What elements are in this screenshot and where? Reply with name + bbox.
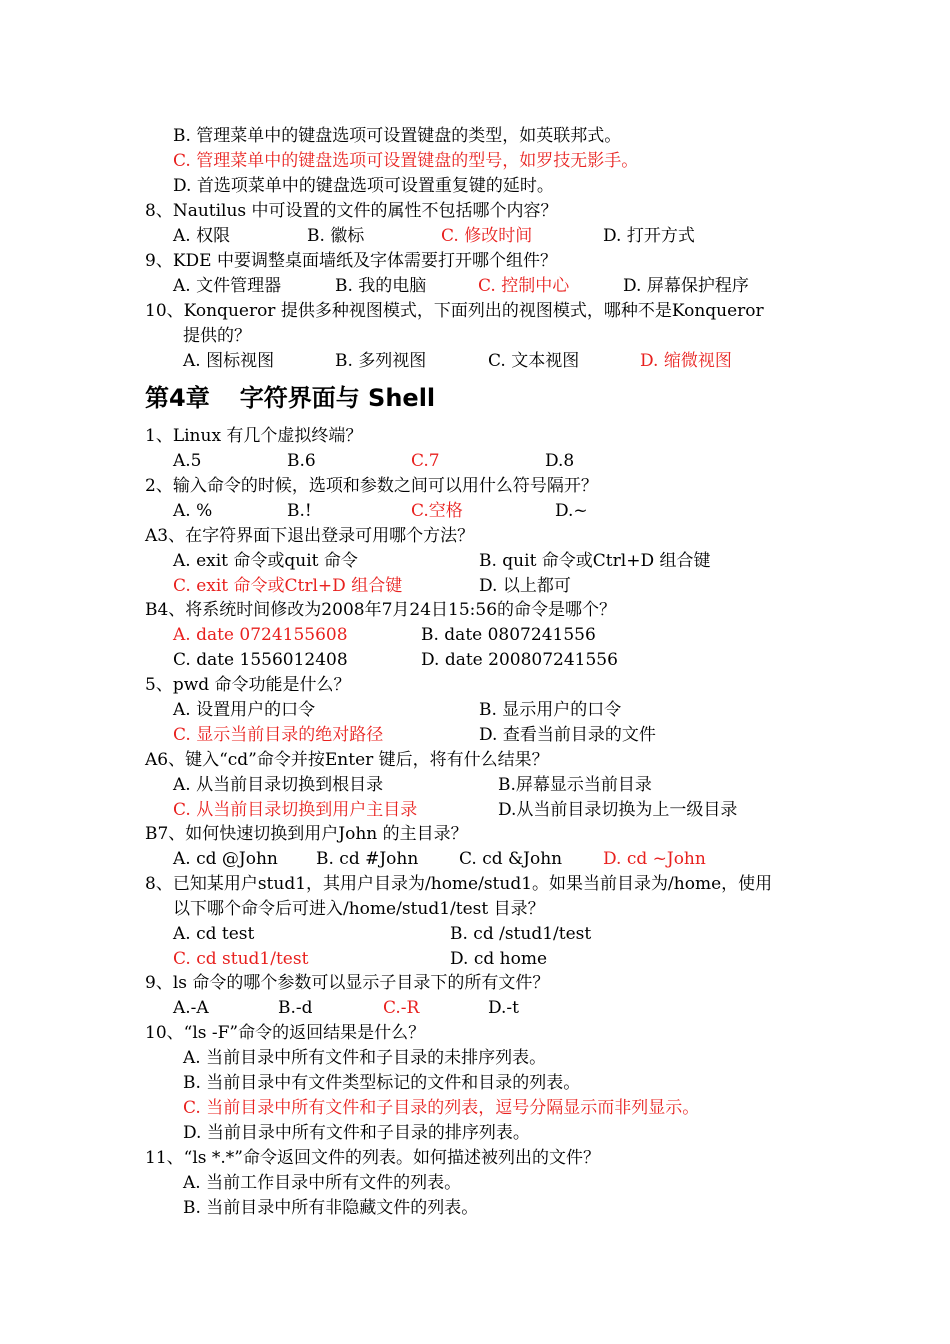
question-text: 以下哪个命令后可进入/home/stud1/test 目录？	[173, 899, 545, 919]
option-text: C. 文本视图	[488, 351, 580, 371]
option-text: D.-t	[488, 998, 520, 1018]
answer-option: D. cd ~John	[603, 849, 706, 869]
option-text: B. cd /stud1/test	[450, 924, 592, 944]
answer-option: C. 管理菜单中的键盘选项可设置键盘的型号，如罗技无影手。	[173, 151, 639, 171]
question-text: 1、Linux 有几个虚拟终端？	[145, 426, 363, 446]
question-text: 8、已知某用户stud1，其用户目录为/home/stud1。如果当前目录为/home，使用	[145, 874, 773, 894]
option-text: A. 图标视图	[183, 351, 275, 371]
chapter-number: 第4章	[145, 384, 210, 412]
chapter-heading	[145, 382, 435, 414]
option-text: B.-d	[278, 998, 313, 1018]
question-text: 8、Nautilus 中可设置的文件的属性不包括哪个内容？	[145, 201, 558, 221]
answer-option: C. 从当前目录切换到用户主目录	[173, 800, 418, 820]
option-text: D. 当前目录中所有文件和子目录的排序列表。	[183, 1123, 530, 1143]
question-text: 10、“ls -F”命令的返回结果是什么？	[145, 1023, 426, 1043]
option-text: D.8	[545, 451, 575, 471]
option-text: A. 当前目录中所有文件和子目录的未排序列表。	[183, 1048, 547, 1068]
question-text: 5、pwd 命令功能是什么？	[145, 675, 351, 695]
option-text: A. %	[173, 501, 213, 521]
question-text: 9、KDE 中要调整桌面墙纸及字体需要打开哪个组件？	[145, 251, 557, 271]
option-text: D. 查看当前目录的文件	[479, 725, 656, 745]
answer-option: C. exit 命令或Ctrl+D 组合键	[173, 576, 403, 596]
question-text: A3、在字符界面下退出登录可用哪个方法？	[145, 526, 475, 546]
option-text: B. 多列视图	[335, 351, 427, 371]
option-text: D.~	[555, 501, 588, 521]
answer-option: C. 当前目录中所有文件和子目录的列表，逗号分隔显示而非列显示。	[183, 1098, 700, 1118]
option-text: A. 设置用户的口令	[173, 700, 316, 720]
option-text: D.从当前目录切换为上一级目录	[498, 800, 738, 820]
answer-option: C.7	[411, 451, 440, 471]
option-text: B.6	[287, 451, 316, 471]
option-text: A. cd test	[173, 924, 255, 944]
option-text: B. 我的电脑	[335, 276, 427, 296]
chapter-title: 字符界面与 Shell	[239, 384, 436, 412]
option-text: B. cd #John	[316, 849, 419, 869]
question-text: A6、键入“cd”命令并按Enter 键后，将有什么结果？	[145, 750, 549, 770]
option-text: B. quit 命令或Ctrl+D 组合键	[479, 551, 711, 571]
answer-option: C. cd stud1/test	[173, 949, 309, 969]
answer-option: A. date 0724155608	[173, 625, 348, 645]
option-text: A. 当前工作目录中所有文件的列表。	[183, 1173, 462, 1193]
option-text: C. cd &John	[459, 849, 563, 869]
option-text: C. date 1556012408	[173, 650, 348, 670]
option-text: D. 屏幕保护程序	[623, 276, 749, 296]
answer-option: C. 控制中心	[478, 276, 570, 296]
question-text: 9、ls 命令的哪个参数可以显示子目录下的所有文件？	[145, 973, 550, 993]
question-text: 2、输入命令的时候，选项和参数之间可以用什么符号隔开？	[145, 476, 598, 496]
answer-option: D. 缩微视图	[640, 351, 732, 371]
option-text: A.-A	[173, 998, 209, 1018]
option-text: B.!	[287, 501, 312, 521]
option-text: B. 徽标	[307, 226, 365, 246]
option-text: D. date 200807241556	[421, 650, 618, 670]
option-text: D. 打开方式	[603, 226, 695, 246]
question-text: B4、将系统时间修改为2008年7月24日15:56的命令是哪个？	[145, 600, 617, 620]
option-text: A. exit 命令或quit 命令	[173, 551, 358, 571]
question-text: B7、如何快速切换到用户John 的主目录？	[145, 824, 468, 844]
answer-option: C. 修改时间	[441, 226, 533, 246]
answer-option: C.-R	[383, 998, 420, 1018]
question-text: 10、Konqueror 提供多种视图模式，下面列出的视图模式，哪种不是Konqueror	[145, 301, 764, 321]
option-text: A. 从当前目录切换到根目录	[173, 775, 384, 795]
option-text: A. cd @John	[173, 849, 278, 869]
option-text: B. date 0807241556	[421, 625, 596, 645]
option-text: A. 权限	[173, 226, 231, 246]
option-text: D. 以上都可	[479, 576, 571, 596]
answer-option: C.空格	[411, 501, 463, 521]
option-text: D. 首选项菜单中的键盘选项可设置重复键的延时。	[173, 176, 554, 196]
option-text: A. 文件管理器	[173, 276, 282, 296]
question-text: 11、“ls *.*”命令返回文件的列表。如何描述被列出的文件？	[145, 1148, 600, 1168]
option-text: B.屏幕显示当前目录	[498, 775, 652, 795]
option-text: B. 当前目录中所有非隐藏文件的列表。	[183, 1198, 479, 1218]
answer-option: C. 显示当前目录的绝对路径	[173, 725, 384, 745]
question-text: 提供的？	[183, 326, 251, 346]
option-text: B. 当前目录中有文件类型标记的文件和目录的列表。	[183, 1073, 581, 1093]
option-text: B. 显示用户的口令	[479, 700, 622, 720]
option-text: D. cd home	[450, 949, 548, 969]
option-text: A.5	[173, 451, 202, 471]
option-text: B. 管理菜单中的键盘选项可设置键盘的类型，如英联邦式。	[173, 126, 622, 146]
